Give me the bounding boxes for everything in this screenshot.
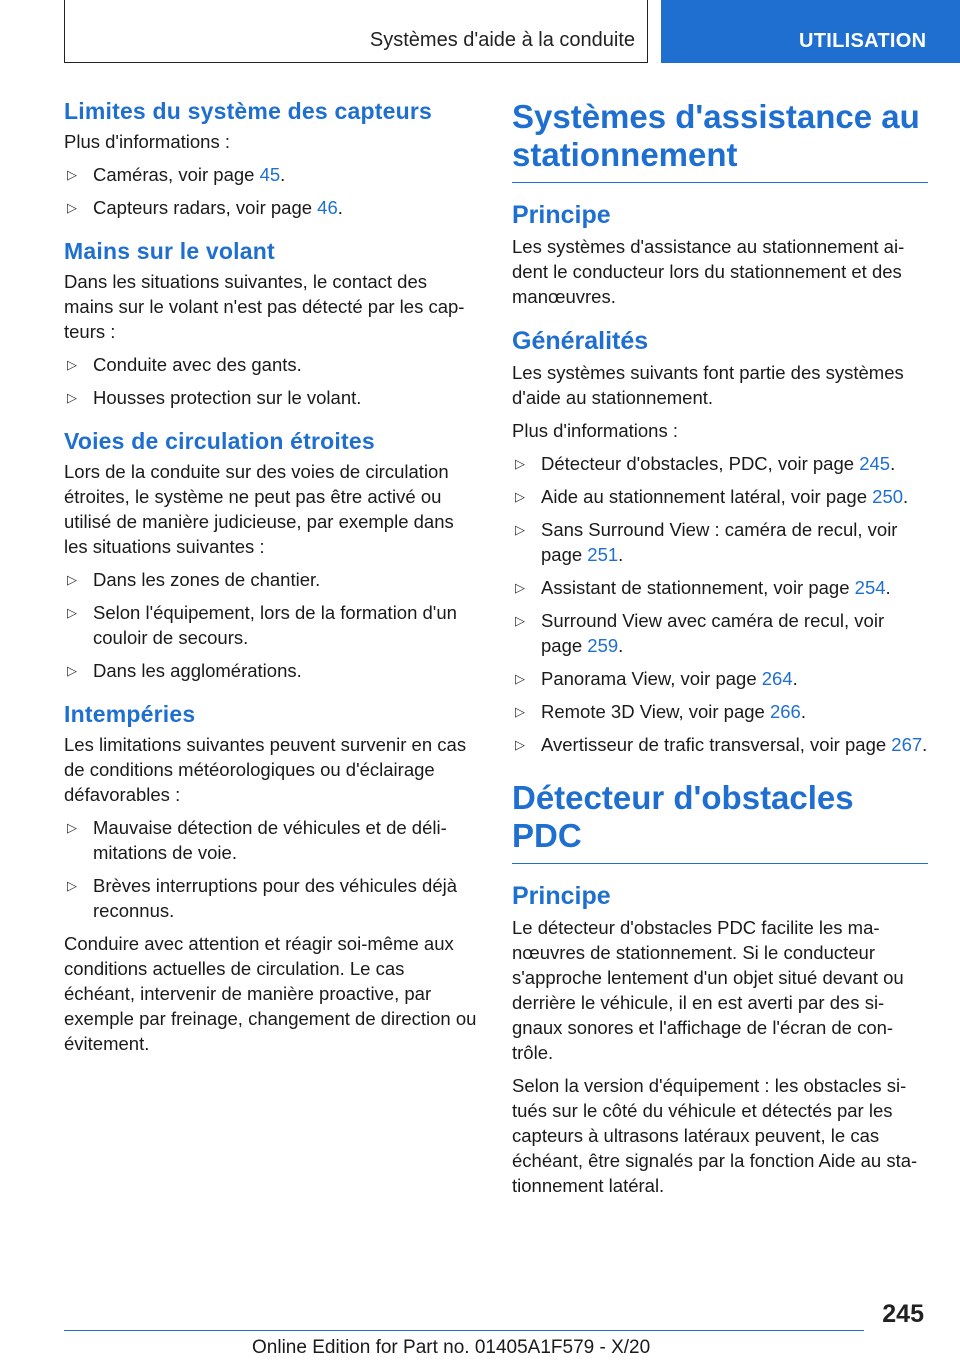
sensor-limits-intro: Plus d'informations : — [64, 131, 230, 152]
bullet-triangle-icon: ▷ — [67, 167, 77, 182]
narrow-lanes-body: Lors de la conduite sur des voies de circulation étroites, le système ne peut pas être activé ou utilisé de manière judicieuse, par exemple dans les situations suivantes : — [64, 461, 454, 557]
section-sensor-limits — [64, 98, 480, 220]
header-section-box — [64, 0, 648, 63]
left-column — [64, 98, 480, 1064]
generalites-intro: Plus d'informations : — [512, 420, 678, 441]
parking-systems-list — [512, 451, 928, 757]
heading-generalites: Généralités — [512, 327, 649, 355]
weather-closing: Conduire avec attention et réagir soi-même aux conditions actuelles de circulation. Le cas échéant, intervenir de manière proactive, par exemple par freinage, changement de direction ou évitement. — [64, 933, 477, 1054]
bullet-triangle-icon: ▷ — [515, 489, 525, 504]
bullet-triangle-icon: ▷ — [67, 820, 77, 835]
pdc-body-1: Le détecteur d'obstacles PDC facilite les ma‐ nœuvres de stationnement. Si le conducteur s'approche lentement d'un objet situé devant ou derrière le véhicule, il en est averti par des si‐ gnaux sonores et l'affichage de l'écran de con‐ trôle. — [512, 917, 904, 1063]
page-link[interactable]: 245 — [859, 453, 891, 474]
list-item: ▷ Détecteur d'obstacles, PDC, voir page 245. — [515, 453, 896, 474]
list-item: ▷ Conduite avec des gants. — [67, 354, 302, 375]
list-item: ▷ Selon l'équipement, lors de la formation d'un couloir de secours. — [67, 602, 457, 648]
bullet-triangle-icon: ▷ — [515, 704, 525, 719]
list-item: ▷ Dans les zones de chantier. — [67, 569, 321, 590]
generalites-body: Les systèmes suivants font partie des systèmes d'aide au stationnement. — [512, 362, 904, 408]
weather-body: Les limitations suivantes peuvent survenir en cas de conditions météorologiques ou d'éclairage défavorables : — [64, 734, 467, 805]
list-item: ▷ Assistant de stationnement, voir page 254. — [515, 577, 891, 598]
list-item: ▷ Dans les agglomérations. — [67, 660, 302, 681]
bullet-triangle-icon: ▷ — [515, 671, 525, 686]
weather-list — [64, 815, 480, 923]
page-link[interactable]: 259 — [587, 635, 619, 656]
bullet-triangle-icon: ▷ — [67, 390, 77, 405]
list-item: ▷ Aide au stationnement latéral, voir page 250. — [515, 486, 909, 507]
list-item: ▷ Avertisseur de trafic transversal, voir page 267. — [515, 734, 928, 755]
list-item: ▷ Surround View avec caméra de recul, voir page 259. — [515, 610, 885, 656]
principe-body: Les systèmes d'assistance au stationnement ai‐ dent le conducteur lors du stationnement et des manœuvres. — [512, 236, 905, 307]
section-weather — [64, 701, 480, 1056]
heading-weather: Intempéries — [64, 701, 196, 727]
bullet-triangle-icon: ▷ — [515, 456, 525, 471]
page-link[interactable]: 46 — [317, 197, 338, 218]
section-hands-on-wheel — [64, 238, 480, 410]
page-link[interactable]: 250 — [872, 486, 904, 507]
heading-hands-on-wheel: Mains sur le volant — [64, 238, 275, 264]
bullet-triangle-icon: ▷ — [515, 613, 525, 628]
list-item: ▷ Capteurs radars, voir page 46. — [67, 197, 343, 218]
heading-principe: Principe — [512, 201, 611, 229]
sensor-limits-list — [64, 162, 480, 220]
list-item: ▷ Brèves interruptions pour des véhicules déjà reconnus. — [67, 875, 458, 921]
page-link[interactable]: 266 — [769, 701, 801, 722]
chapter-parking-assist — [512, 98, 928, 757]
header-tab[interactable] — [661, 0, 960, 63]
page-link[interactable]: 267 — [891, 734, 923, 755]
narrow-lanes-list — [64, 567, 480, 683]
header-section-title: Systèmes d'aide à la conduite — [369, 29, 635, 51]
bullet-triangle-icon: ▷ — [67, 878, 77, 893]
chapter-title-parking-assist: Systèmes d'assistance au stationnement — [512, 98, 928, 183]
heading-pdc-principe: Principe — [512, 882, 611, 910]
list-item: ▷ Panorama View, voir page 264. — [515, 668, 798, 689]
bullet-triangle-icon: ▷ — [67, 200, 77, 215]
footer-divider — [64, 1330, 864, 1331]
page-link[interactable]: 45 — [259, 164, 281, 185]
heading-sensor-limits: Limites du système des capteurs — [64, 98, 432, 124]
chapter-title-pdc: Détecteur d'obstacles PDC — [512, 779, 928, 864]
page-link[interactable]: 264 — [761, 668, 793, 689]
right-column — [512, 98, 928, 1206]
bullet-triangle-icon: ▷ — [515, 580, 525, 595]
bullet-triangle-icon: ▷ — [67, 605, 77, 620]
pdc-body-2: Selon la version d'équipement : les obstacles si‐ tués sur le côté du véhicule et détectés par les capteurs à ultrasons latéraux peuvent, le cas échéant, être signalés par la fonction Aide au sta‐ tionnement latéral. — [512, 1075, 918, 1196]
page-link[interactable]: 254 — [854, 577, 886, 598]
bullet-triangle-icon: ▷ — [515, 522, 525, 537]
list-item: ▷ Caméras, voir page 45. — [67, 164, 286, 185]
footer-edition: Online Edition for Part no. 01405A1F579 - X/20 — [252, 1337, 651, 1358]
hands-on-wheel-body: Dans les situations suivantes, le contact des mains sur le volant n'est pas détecté par les cap‐ teurs : — [64, 271, 465, 342]
list-item: ▷ Mauvaise détection de véhicules et de déli‐ mitations de voie. — [67, 817, 447, 863]
hands-on-wheel-list — [64, 352, 480, 410]
bullet-triangle-icon: ▷ — [67, 572, 77, 587]
list-item: ▷ Remote 3D View, voir page 266. — [515, 701, 806, 722]
bullet-triangle-icon: ▷ — [67, 357, 77, 372]
section-narrow-lanes — [64, 428, 480, 683]
bullet-triangle-icon: ▷ — [67, 663, 77, 678]
heading-narrow-lanes: Voies de circulation étroites — [64, 428, 375, 454]
bullet-triangle-icon: ▷ — [515, 737, 525, 752]
list-item: ▷ Housses protection sur le volant. — [67, 387, 362, 408]
header-tab-label: UTILISATION — [799, 30, 927, 52]
list-item: ▷ Sans Surround View : caméra de recul, voir page 251. — [515, 519, 898, 565]
page-link[interactable]: 251 — [587, 544, 619, 565]
chapter-pdc — [512, 779, 928, 1198]
page-number: 245 — [882, 1300, 924, 1328]
